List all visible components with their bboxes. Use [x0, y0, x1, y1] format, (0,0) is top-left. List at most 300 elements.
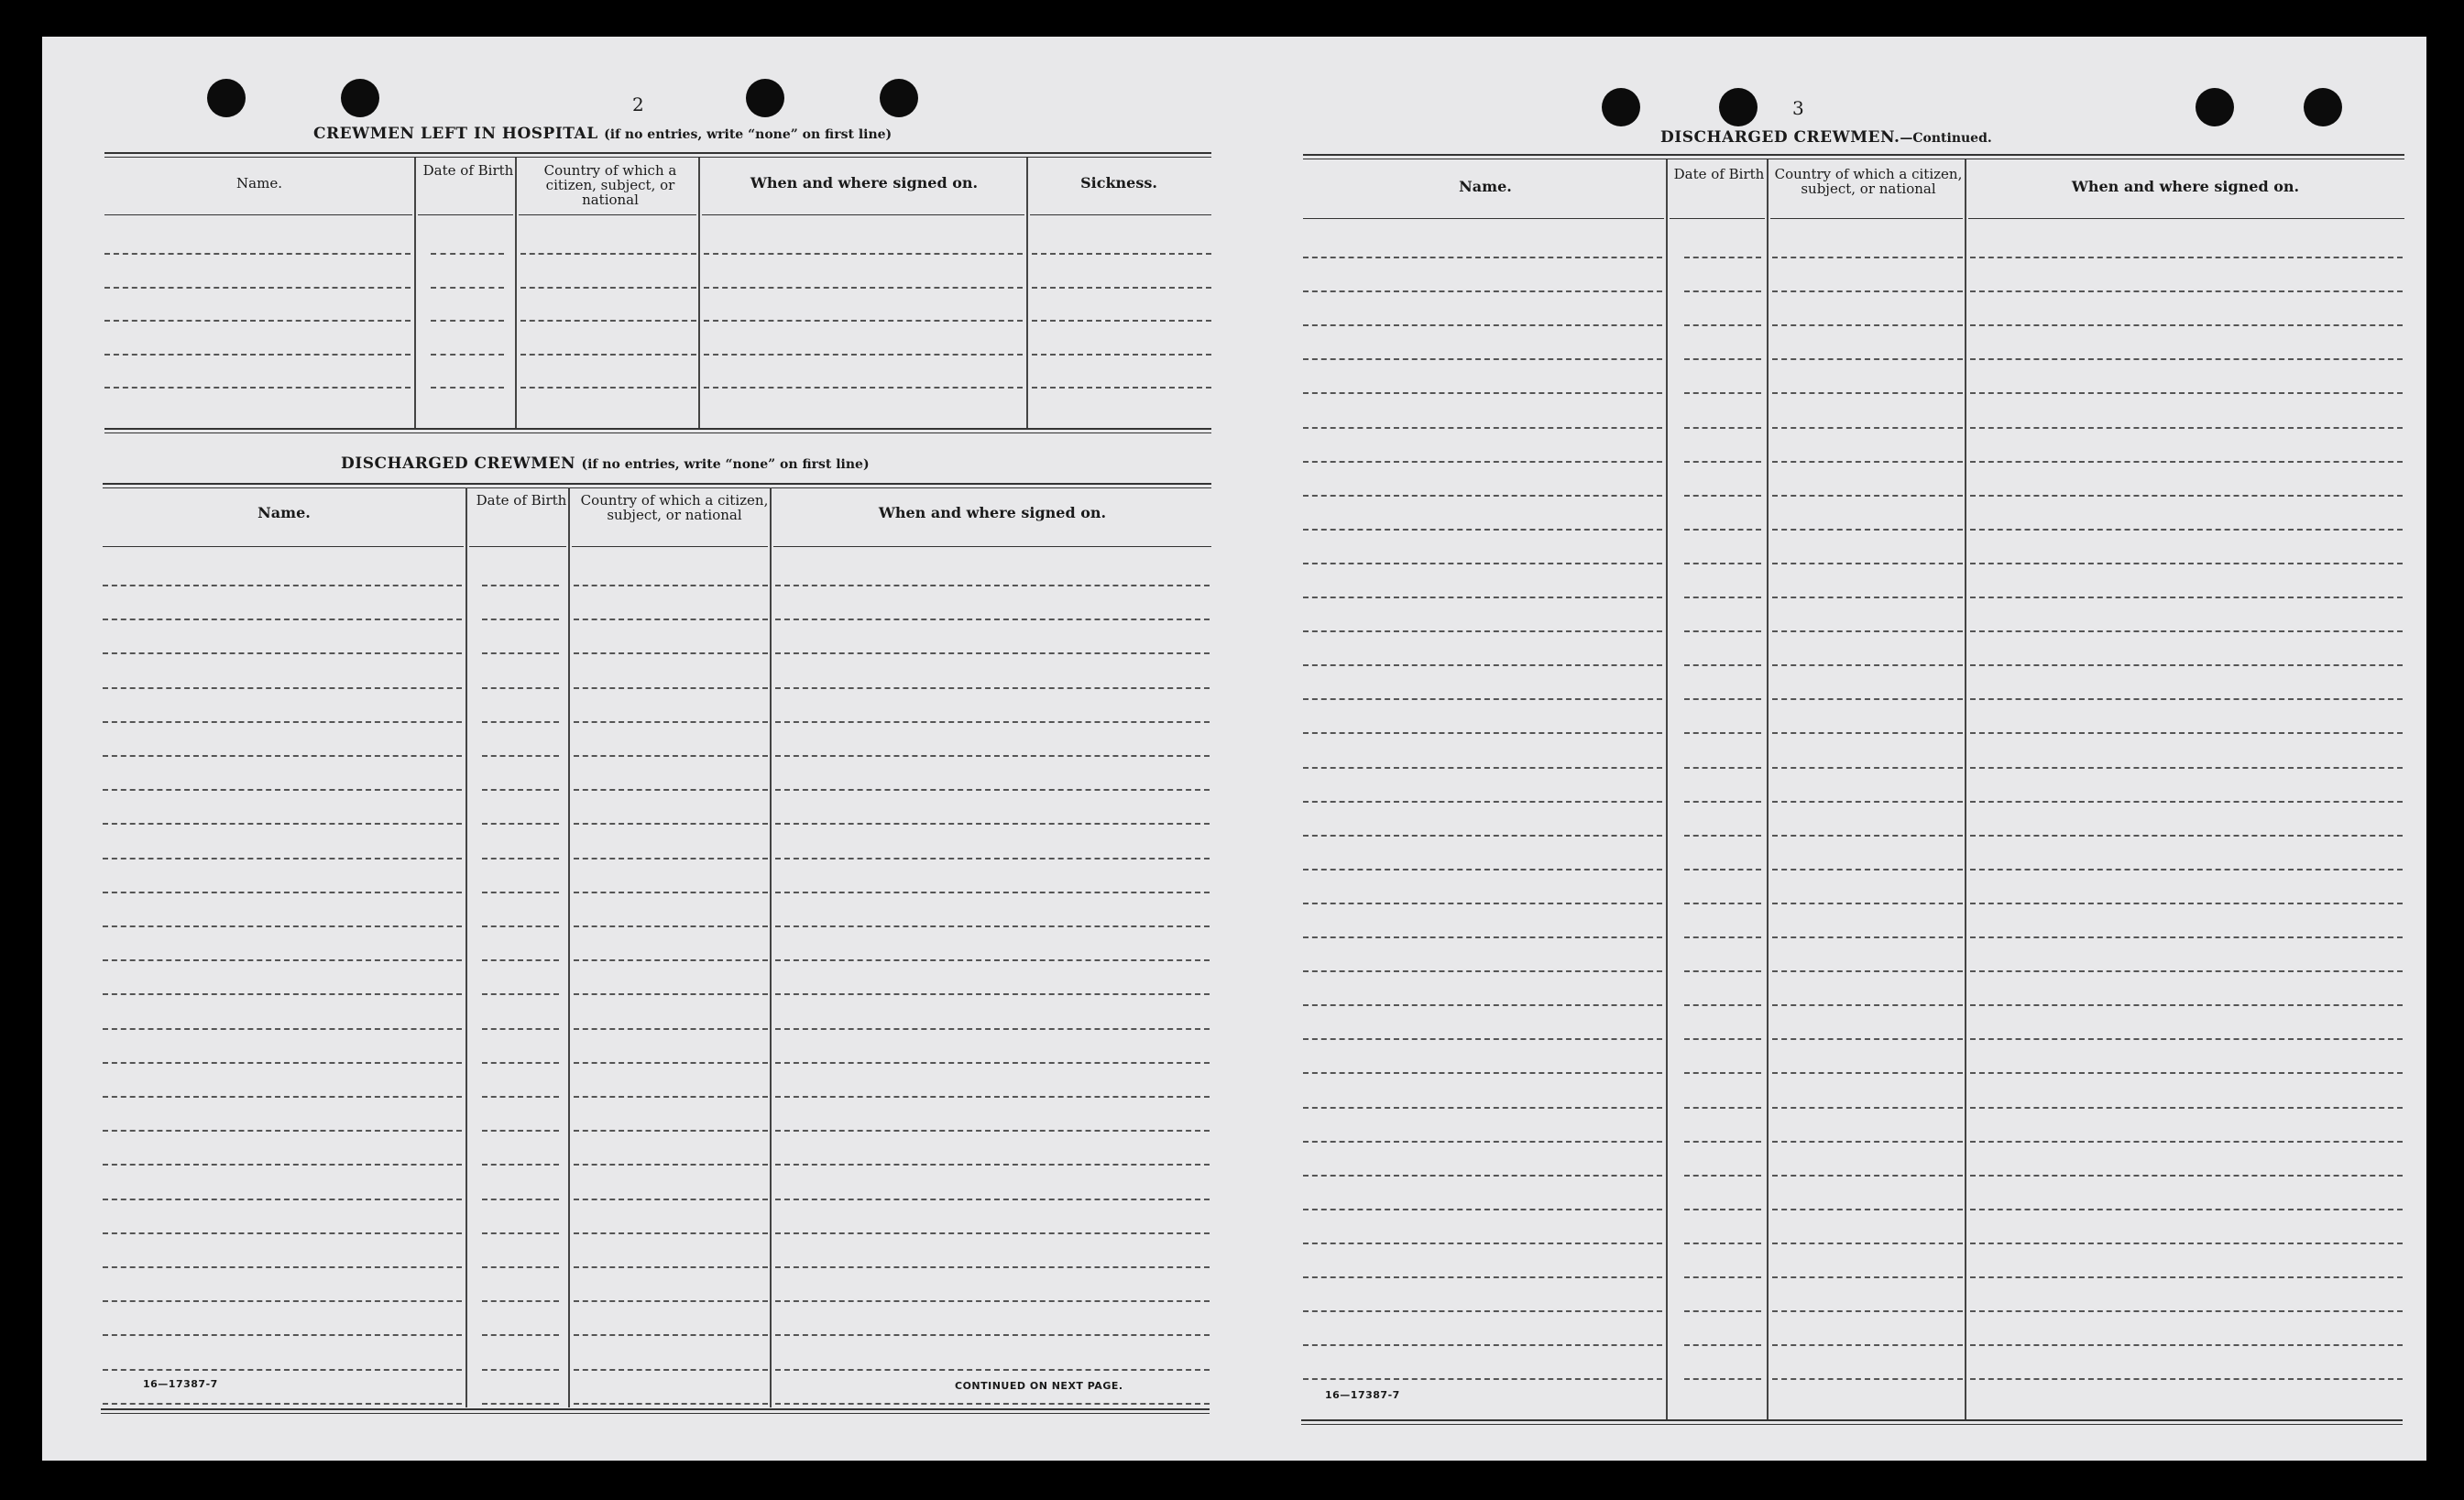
blank-entry-line — [775, 993, 1210, 995]
punch-hole — [341, 79, 379, 117]
blank-entry-line — [1303, 358, 1662, 360]
blank-entry-line — [103, 1403, 462, 1405]
blank-entry-line — [482, 755, 559, 757]
blank-entry-line — [482, 1369, 559, 1371]
blank-entry-line — [1303, 257, 1662, 258]
blank-entry-line — [1970, 324, 2403, 326]
blank-entry-line — [1970, 427, 2403, 429]
blank-entry-line — [574, 1403, 768, 1405]
blank-entry-line — [775, 1062, 1210, 1064]
blank-entry-line — [1772, 1004, 1963, 1006]
blank-entry-line — [1970, 835, 2403, 837]
blank-entry-line — [1772, 1276, 1963, 1278]
blank-entry-line — [1303, 1107, 1662, 1109]
blank-entry-line — [1970, 563, 2403, 564]
blank-entry-line — [775, 1199, 1210, 1200]
blank-entry-line — [1303, 495, 1662, 497]
blank-entry-line — [1970, 461, 2403, 463]
blank-entry-line — [1684, 835, 1761, 837]
blank-entry-line — [1970, 1038, 2403, 1040]
blank-entry-line — [1032, 253, 1211, 255]
blank-entry-line — [1684, 936, 1761, 938]
punch-hole — [746, 79, 784, 117]
blank-entry-line — [1772, 1141, 1963, 1143]
blank-entry-line — [775, 1369, 1210, 1371]
header-underline — [1303, 218, 1664, 219]
column-header-country: Country of which a citizen, subject, or national — [543, 162, 677, 208]
blank-entry-line — [1303, 1276, 1662, 1278]
blank-entry-line — [103, 687, 462, 689]
blank-entry-line — [1970, 664, 2403, 666]
blank-entry-line — [482, 1199, 559, 1200]
blank-entry-line — [704, 253, 1023, 255]
section-instruction: (if no entries, write “none” on first line) — [604, 127, 893, 142]
blank-entry-line — [431, 253, 504, 255]
blank-entry-line — [1684, 257, 1761, 258]
ledger-sheet — [42, 37, 2426, 1461]
blank-entry-line — [1684, 597, 1761, 598]
blank-entry-line — [103, 1062, 462, 1064]
blank-entry-line — [1303, 597, 1662, 598]
blank-entry-line — [1772, 732, 1963, 734]
blank-entry-line — [103, 1266, 462, 1268]
blank-entry-line — [574, 1028, 768, 1030]
blank-entry-line — [1303, 1004, 1662, 1006]
blank-entry-line — [574, 925, 768, 927]
table-top-rule — [1303, 154, 2404, 156]
table-bottom-rule — [104, 432, 1211, 433]
blank-entry-line — [1970, 1378, 2403, 1380]
blank-entry-line — [1970, 1243, 2403, 1244]
column-divider — [770, 487, 772, 1407]
header-underline — [572, 546, 768, 547]
blank-entry-line — [1303, 767, 1662, 769]
header-underline — [1770, 218, 1963, 219]
blank-entry-line — [775, 1266, 1210, 1268]
blank-entry-line — [1684, 358, 1761, 360]
blank-entry-line — [482, 789, 559, 791]
blank-entry-line — [1032, 387, 1211, 389]
blank-entry-line — [431, 387, 504, 389]
blank-entry-line — [1684, 1344, 1761, 1346]
blank-entry-line — [1684, 1378, 1761, 1380]
blank-entry-line — [1772, 1310, 1963, 1312]
blank-entry-line — [1970, 630, 2403, 632]
punch-hole — [2304, 88, 2342, 126]
punch-hole — [2196, 88, 2234, 126]
blank-entry-line — [1970, 495, 2403, 497]
header-underline — [104, 214, 412, 215]
blank-entry-line — [574, 1199, 768, 1200]
blank-entry-line — [1303, 970, 1662, 972]
blank-entry-line — [1970, 698, 2403, 700]
blank-entry-line — [1772, 630, 1963, 632]
blank-entry-line — [1772, 1175, 1963, 1177]
blank-entry-line — [1970, 1107, 2403, 1109]
blank-entry-line — [574, 1096, 768, 1098]
blank-entry-line — [103, 619, 462, 620]
blank-entry-line — [1970, 529, 2403, 531]
blank-entry-line — [1303, 1141, 1662, 1143]
blank-entry-line — [1772, 290, 1963, 292]
column-divider — [1666, 159, 1668, 1420]
blank-entry-line — [1772, 563, 1963, 564]
blank-entry-line — [520, 354, 696, 356]
table-bottom-rule — [1301, 1424, 2403, 1425]
blank-entry-line — [1684, 970, 1761, 972]
blank-entry-line — [1970, 1276, 2403, 1278]
table-top-rule — [104, 152, 1211, 154]
table-bottom-rule — [101, 1413, 1210, 1414]
blank-entry-line — [103, 925, 462, 927]
blank-entry-line — [1970, 1141, 2403, 1143]
blank-entry-line — [103, 1199, 462, 1200]
blank-entry-line — [1970, 1310, 2403, 1312]
blank-entry-line — [1684, 1004, 1761, 1006]
blank-entry-line — [1684, 1175, 1761, 1177]
blank-entry-line — [1772, 1107, 1963, 1109]
blank-entry-line — [1303, 1310, 1662, 1312]
blank-entry-line — [704, 320, 1023, 322]
blank-entry-line — [482, 1232, 559, 1234]
blank-entry-line — [104, 287, 411, 289]
page-number: 3 — [1792, 97, 1804, 119]
blank-entry-line — [574, 823, 768, 825]
blank-entry-line — [520, 287, 696, 289]
blank-entry-line — [482, 721, 559, 723]
blank-entry-line — [482, 652, 559, 654]
blank-entry-line — [1970, 1209, 2403, 1210]
blank-entry-line — [1303, 1209, 1662, 1210]
header-underline — [773, 546, 1211, 547]
blank-entry-line — [103, 1028, 462, 1030]
blank-entry-line — [103, 959, 462, 961]
blank-entry-line — [1032, 287, 1211, 289]
blank-entry-line — [1772, 1209, 1963, 1210]
right-page — [1261, 37, 2426, 1461]
blank-entry-line — [1684, 1243, 1761, 1244]
header-underline — [702, 214, 1024, 215]
blank-entry-line — [1303, 290, 1662, 292]
header-underline — [1030, 214, 1211, 215]
blank-entry-line — [1684, 392, 1761, 394]
form-number: 16—17387-7 — [1325, 1389, 1400, 1401]
blank-entry-line — [103, 585, 462, 586]
table-top-rule — [104, 157, 1211, 158]
continued-note: CONTINUED ON NEXT PAGE. — [955, 1380, 1123, 1392]
blank-entry-line — [1303, 1072, 1662, 1074]
blank-entry-line — [103, 652, 462, 654]
blank-entry-line — [482, 1028, 559, 1030]
blank-entry-line — [775, 892, 1210, 893]
header-underline — [1670, 218, 1765, 219]
column-divider — [1026, 158, 1028, 429]
blank-entry-line — [1772, 970, 1963, 972]
column-header-date-of-birth: Date of Birth — [1673, 166, 1765, 182]
blank-entry-line — [1684, 869, 1761, 870]
blank-entry-line — [1303, 1378, 1662, 1380]
discharged-continued-title — [1660, 128, 1992, 147]
blank-entry-line — [103, 789, 462, 791]
blank-entry-line — [1684, 801, 1761, 803]
column-divider — [568, 487, 570, 1407]
column-header-signed-on: When and where signed on. — [750, 174, 979, 192]
blank-entry-line — [103, 892, 462, 893]
blank-entry-line — [1684, 767, 1761, 769]
blank-entry-line — [520, 387, 696, 389]
blank-entry-line — [1970, 597, 2403, 598]
column-divider — [515, 158, 517, 429]
blank-entry-line — [775, 1232, 1210, 1234]
blank-entry-line — [103, 1164, 462, 1166]
blank-entry-line — [1303, 529, 1662, 531]
blank-entry-line — [482, 687, 559, 689]
blank-entry-line — [1684, 903, 1761, 904]
table-bottom-rule — [104, 428, 1211, 430]
blank-entry-line — [1303, 392, 1662, 394]
blank-entry-line — [1303, 732, 1662, 734]
blank-entry-line — [1772, 767, 1963, 769]
blank-entry-line — [1684, 664, 1761, 666]
page-number: 2 — [632, 93, 644, 115]
blank-entry-line — [1684, 630, 1761, 632]
blank-entry-line — [103, 721, 462, 723]
section-title-text: CREWMEN LEFT IN HOSPITAL — [313, 125, 598, 143]
blank-entry-line — [1303, 324, 1662, 326]
column-header-name: Name. — [1459, 178, 1512, 195]
header-underline — [418, 214, 513, 215]
blank-entry-line — [574, 652, 768, 654]
blank-entry-line — [574, 721, 768, 723]
blank-entry-line — [1303, 1344, 1662, 1346]
blank-entry-line — [103, 1130, 462, 1132]
blank-entry-line — [1970, 392, 2403, 394]
blank-entry-line — [1772, 392, 1963, 394]
left-page — [42, 37, 1243, 1461]
blank-entry-line — [574, 1062, 768, 1064]
blank-entry-line — [482, 1403, 559, 1405]
blank-entry-line — [482, 993, 559, 995]
column-header-name: Name. — [236, 175, 282, 192]
blank-entry-line — [104, 387, 411, 389]
blank-entry-line — [574, 755, 768, 757]
blank-entry-line — [482, 1062, 559, 1064]
blank-entry-line — [482, 1266, 559, 1268]
blank-entry-line — [775, 1130, 1210, 1132]
blank-entry-line — [1772, 1344, 1963, 1346]
blank-entry-line — [775, 1334, 1210, 1336]
blank-entry-line — [1684, 563, 1761, 564]
blank-entry-line — [1684, 427, 1761, 429]
blank-entry-line — [1303, 664, 1662, 666]
blank-entry-line — [775, 687, 1210, 689]
blank-entry-line — [103, 993, 462, 995]
blank-entry-line — [574, 892, 768, 893]
blank-entry-line — [1032, 354, 1211, 356]
blank-entry-line — [1970, 290, 2403, 292]
header-underline — [469, 546, 566, 547]
blank-entry-line — [1772, 324, 1963, 326]
blank-entry-line — [1772, 664, 1963, 666]
table-bottom-rule — [1301, 1419, 2403, 1421]
column-divider — [1767, 159, 1769, 1420]
blank-entry-line — [1772, 358, 1963, 360]
hospital-section-title — [313, 125, 892, 143]
blank-entry-line — [482, 959, 559, 961]
blank-entry-line — [1772, 495, 1963, 497]
blank-entry-line — [1303, 936, 1662, 938]
blank-entry-line — [1684, 698, 1761, 700]
blank-entry-line — [574, 1232, 768, 1234]
blank-entry-line — [1303, 698, 1662, 700]
blank-entry-line — [1684, 1072, 1761, 1074]
blank-entry-line — [1772, 869, 1963, 870]
punch-hole — [1602, 88, 1640, 126]
blank-entry-line — [574, 1300, 768, 1302]
blank-entry-line — [104, 354, 411, 356]
blank-entry-line — [482, 1164, 559, 1166]
punch-hole — [1719, 88, 1758, 126]
blank-entry-line — [1303, 461, 1662, 463]
blank-entry-line — [103, 823, 462, 825]
blank-entry-line — [1772, 461, 1963, 463]
column-divider — [698, 158, 700, 429]
blank-entry-line — [574, 687, 768, 689]
blank-entry-line — [103, 858, 462, 859]
blank-entry-line — [1772, 529, 1963, 531]
blank-entry-line — [574, 1369, 768, 1371]
blank-entry-line — [482, 925, 559, 927]
blank-entry-line — [103, 1300, 462, 1302]
blank-entry-line — [1684, 1209, 1761, 1210]
blank-entry-line — [1772, 936, 1963, 938]
blank-entry-line — [775, 789, 1210, 791]
blank-entry-line — [1772, 427, 1963, 429]
blank-entry-line — [1684, 1141, 1761, 1143]
blank-entry-line — [1032, 320, 1211, 322]
blank-entry-line — [704, 287, 1023, 289]
blank-entry-line — [1684, 495, 1761, 497]
blank-entry-line — [1772, 1243, 1963, 1244]
blank-entry-line — [1303, 869, 1662, 870]
blank-entry-line — [775, 1164, 1210, 1166]
blank-entry-line — [104, 320, 411, 322]
blank-entry-line — [1684, 290, 1761, 292]
blank-entry-line — [1772, 835, 1963, 837]
column-header-name: Name. — [257, 504, 311, 521]
blank-entry-line — [1772, 698, 1963, 700]
header-underline — [1968, 218, 2404, 219]
blank-entry-line — [775, 823, 1210, 825]
blank-entry-line — [482, 823, 559, 825]
blank-entry-line — [482, 1130, 559, 1132]
blank-entry-line — [1772, 801, 1963, 803]
header-underline — [103, 546, 464, 547]
blank-entry-line — [1970, 970, 2403, 972]
blank-entry-line — [1772, 1072, 1963, 1074]
blank-entry-line — [574, 1130, 768, 1132]
blank-entry-line — [103, 1096, 462, 1098]
blank-entry-line — [482, 585, 559, 586]
column-header-date-of-birth: Date of Birth — [422, 162, 514, 179]
blank-entry-line — [574, 585, 768, 586]
blank-entry-line — [1970, 257, 2403, 258]
blank-entry-line — [1303, 801, 1662, 803]
blank-entry-line — [1970, 1072, 2403, 1074]
blank-entry-line — [104, 253, 411, 255]
blank-entry-line — [1970, 936, 2403, 938]
blank-entry-line — [431, 320, 504, 322]
blank-entry-line — [1772, 597, 1963, 598]
column-header-signed-on: When and where signed on. — [2071, 178, 2300, 195]
blank-entry-line — [1970, 903, 2403, 904]
blank-entry-line — [574, 1266, 768, 1268]
blank-entry-line — [1772, 1038, 1963, 1040]
blank-entry-line — [482, 1096, 559, 1098]
punch-hole — [880, 79, 918, 117]
blank-entry-line — [775, 721, 1210, 723]
table-top-rule — [103, 483, 1211, 485]
blank-entry-line — [1970, 1175, 2403, 1177]
blank-entry-line — [775, 925, 1210, 927]
blank-entry-line — [482, 858, 559, 859]
column-divider — [414, 158, 416, 429]
section-continued-note: —Continued. — [1900, 131, 1992, 146]
blank-entry-line — [704, 387, 1023, 389]
column-divider — [465, 487, 467, 1407]
blank-entry-line — [1303, 1038, 1662, 1040]
blank-entry-line — [1684, 529, 1761, 531]
table-top-rule — [103, 487, 1211, 488]
blank-entry-line — [775, 959, 1210, 961]
blank-entry-line — [1970, 767, 2403, 769]
punch-hole — [207, 79, 246, 117]
blank-entry-line — [482, 1300, 559, 1302]
blank-entry-line — [1303, 903, 1662, 904]
blank-entry-line — [1684, 461, 1761, 463]
blank-entry-line — [103, 1369, 462, 1371]
blank-entry-line — [1303, 1175, 1662, 1177]
blank-entry-line — [482, 619, 559, 620]
column-header-sickness: Sickness. — [1080, 174, 1157, 192]
section-title-text: DISCHARGED CREWMEN. — [1660, 128, 1900, 147]
blank-entry-line — [1970, 1004, 2403, 1006]
blank-entry-line — [1684, 324, 1761, 326]
blank-entry-line — [775, 1028, 1210, 1030]
blank-entry-line — [775, 755, 1210, 757]
blank-entry-line — [103, 1232, 462, 1234]
blank-entry-line — [574, 993, 768, 995]
blank-entry-line — [775, 1096, 1210, 1098]
column-header-country: Country of which a citizen, subject, or national — [580, 492, 769, 523]
blank-entry-line — [775, 652, 1210, 654]
section-title-text: DISCHARGED CREWMEN — [341, 454, 576, 473]
blank-entry-line — [103, 755, 462, 757]
discharged-section-title — [341, 454, 870, 473]
blank-entry-line — [520, 253, 696, 255]
blank-entry-line — [1970, 1344, 2403, 1346]
table-bottom-rule — [101, 1408, 1210, 1410]
blank-entry-line — [775, 1300, 1210, 1302]
blank-entry-line — [1970, 801, 2403, 803]
header-underline — [519, 214, 696, 215]
blank-entry-line — [1303, 835, 1662, 837]
blank-entry-line — [1970, 358, 2403, 360]
blank-entry-line — [1772, 903, 1963, 904]
blank-entry-line — [1303, 427, 1662, 429]
blank-entry-line — [1303, 563, 1662, 564]
blank-entry-line — [574, 1164, 768, 1166]
